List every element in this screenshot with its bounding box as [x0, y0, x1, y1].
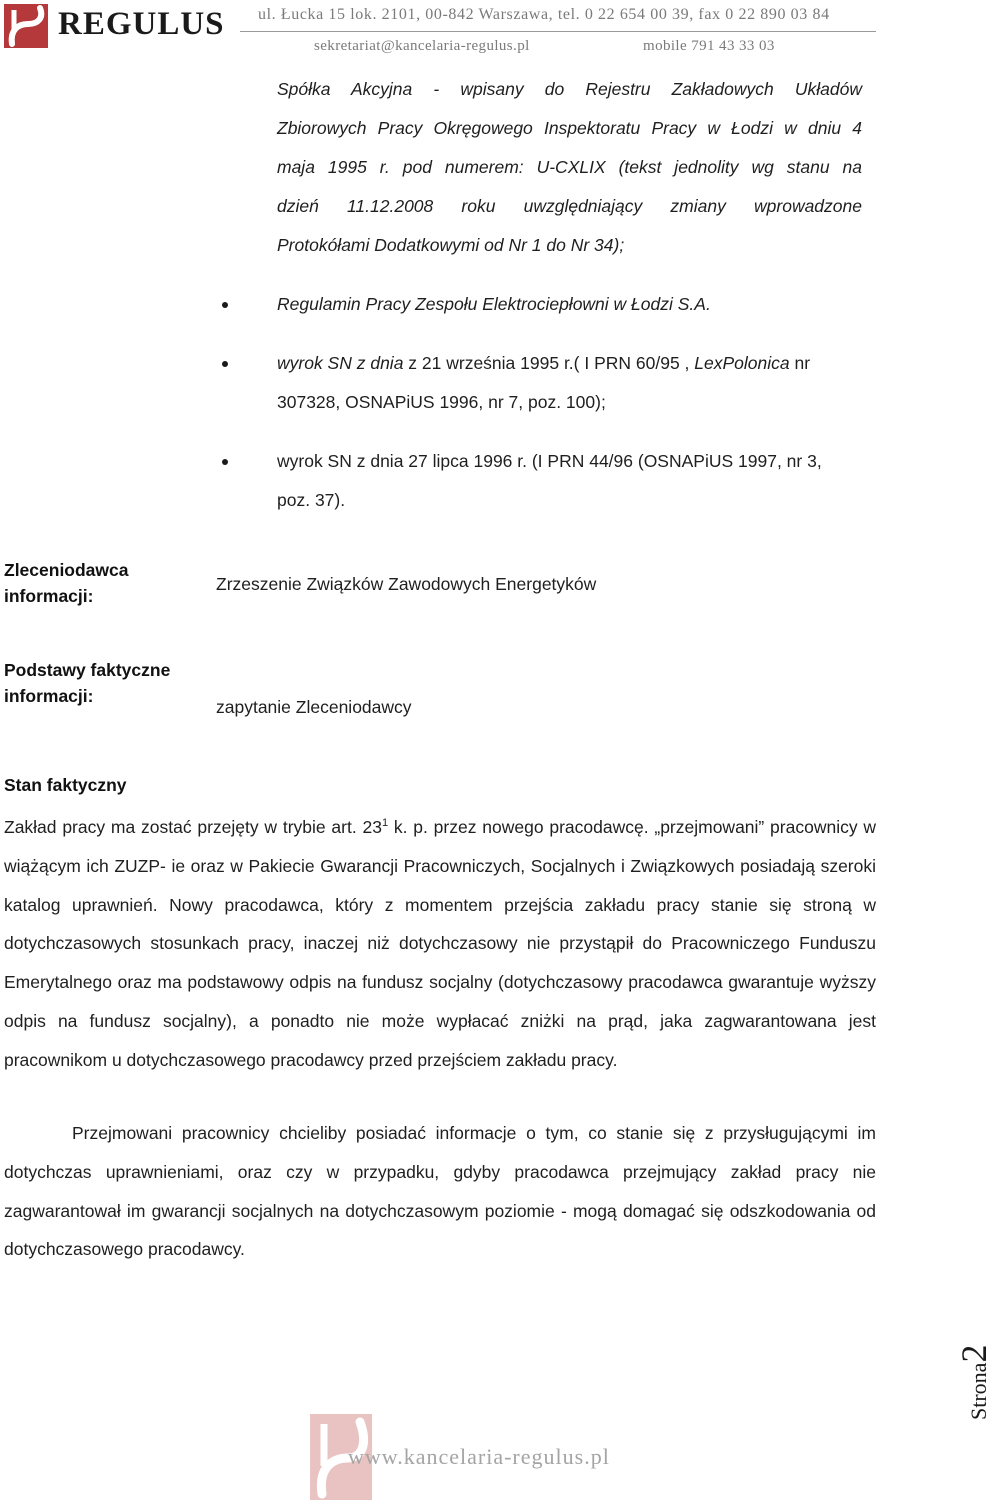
basis-label: Podstawy faktyczne	[4, 660, 171, 680]
client-value: Zrzeszenie Związków Zawodowych Energetyków	[216, 574, 597, 594]
continued-item-line: Zbiorowych Pracy Okręgowego Inspektoratu Pracy w Łodzi w dniu 4	[277, 118, 862, 138]
facts-paragraph-2: Przejmowani pracownicy chcieliby posiadać informacje o tym, co stanie się z przysługującymi im dotychczas uprawnieniami, oraz czy w przypadku, gdyby pracodawca przejmujący zakład pracy nie zagwarantował im gwarancji socjalnych na dotychczasowym poziomie - mogą domagać się odszkodowania od dotychczasowego pracodawcy.	[4, 1123, 876, 1260]
page-word: Strona	[966, 1362, 991, 1420]
regulus-logo	[4, 4, 48, 48]
continued-item-line: dzień 11.12.2008 roku uwzględniający zmiany wprowadzone	[277, 196, 862, 216]
facts-text: k. p. przez nowego pracodawcę. „przejmowani” pracownicy w wiążącym ich ZUZP- ie oraz w Pakiecie Gwarancji Pracowniczych, Socjalnych i Związkowych posiadają szeroki katalog uprawnień. Nowy pracodawca, który z momentem przejścia zakładu pracy stanie się stroną w dotychczasowych stosunkach pracy, inaczej niż dotychczasowy nie przystąpił do Pracowniczego Funduszu Emerytalnego oraz ma podstawowy odpis na fundusz socjalny (dotychczasowy pracodawca gwarantuje wyższy odpis na fundusz socjalny), a ponadto nie może wypłacać zniżki na prąd, jaka zagwarantowana jest pracownikom u dotychczasowego pracodawcy przed przejściem zakładu pracy.	[4, 817, 877, 1070]
continued-item-line: Protokółami Dodatkowymi od Nr 1 do Nr 34);	[277, 235, 625, 255]
facts-text: Zakład pracy ma zostać przejęty w trybie art. 23	[4, 817, 382, 837]
header-email: sekretariat@kancelaria-regulus.pl	[314, 38, 530, 54]
bullet-item-wyrok-1996: wyrok SN z dnia 27 lipca 1996 r. (I PRN 44/96 (OSNAPiUS 1997, nr 3,	[277, 451, 822, 471]
continued-item-line: Spółka Akcyjna - wpisany do Rejestru Zakładowych Układów	[277, 79, 862, 99]
page-number	[905, 1325, 994, 1425]
bullet-item-text: wyrok SN z dnia	[277, 353, 404, 373]
bullet-item-wyrok-1995	[277, 344, 877, 383]
client-label: informacji:	[4, 586, 94, 606]
bullet-icon	[222, 459, 228, 465]
bullet-icon	[222, 302, 228, 308]
header-rule	[240, 31, 876, 32]
section-heading: Stan faktyczny	[4, 775, 127, 795]
bullet-item-wyrok-1995-line2: 307328, OSNAPiUS 1996, nr 7, poz. 100);	[277, 392, 606, 412]
bullet-icon	[222, 361, 228, 367]
basis-value: zapytanie Zleceniodawcy	[216, 697, 412, 717]
page-number-value: 2	[954, 1344, 994, 1363]
logo-mark-icon	[4, 4, 48, 48]
facts-superscript: 1	[381, 817, 389, 829]
bullet-item-text: nr	[789, 353, 811, 373]
bullet-item-text: LexPolonica	[694, 353, 790, 373]
client-label: Zleceniodawca	[4, 560, 129, 580]
continued-item-line: maja 1995 r. pod numerem: U-CXLIX (tekst jednolity wg stanu na	[277, 157, 862, 177]
bullet-item-text: z 21 września 1995 r.( I PRN 60/95 ,	[403, 353, 695, 373]
footer-url[interactable]: www.kancelaria-regulus.pl	[348, 1444, 610, 1469]
basis-label: informacji:	[4, 686, 94, 706]
brand-name: REGULUS	[58, 6, 225, 42]
header-address: ul. Łucka 15 lok. 2101, 00-842 Warszawa, tel. 0 22 654 00 39, fax 0 22 890 03 84	[258, 6, 830, 23]
facts-paragraph-1	[4, 804, 876, 1080]
bullet-item-regulamin: Regulamin Pracy Zespołu Elektrociepłowni w Łodzi S.A.	[277, 294, 711, 314]
bullet-item-wyrok-1996-line2: poz. 37).	[277, 490, 346, 510]
header-mobile: mobile 791 43 33 03	[643, 38, 775, 54]
